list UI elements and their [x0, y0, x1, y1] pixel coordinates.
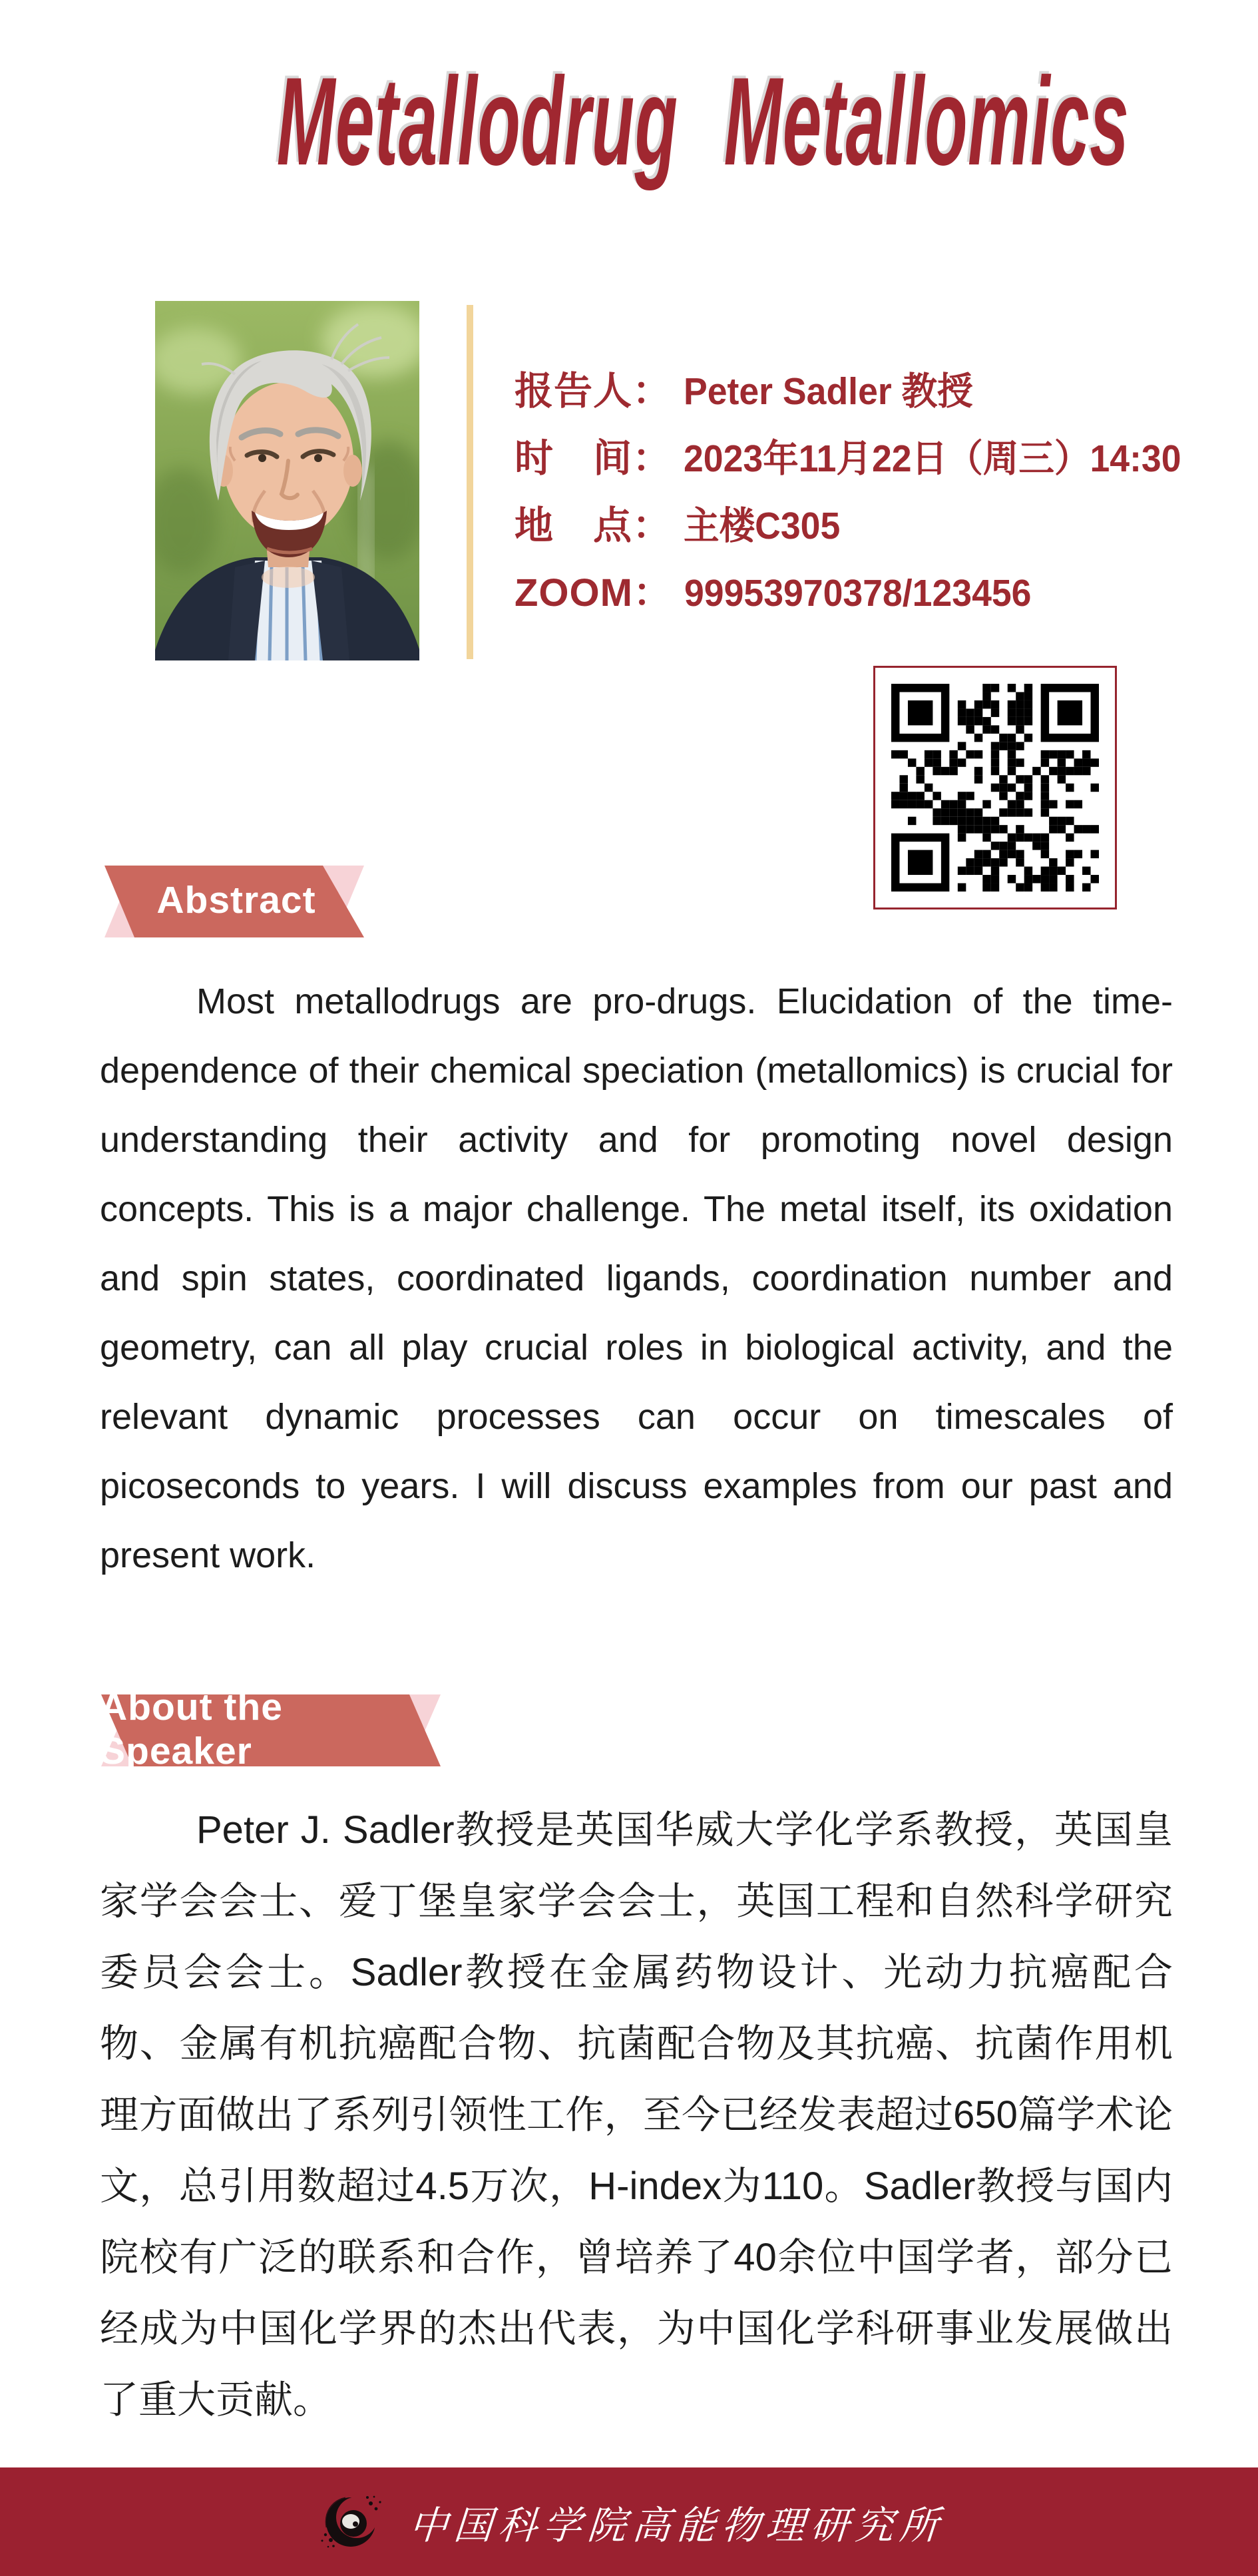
info-row-speaker — [515, 360, 1153, 427]
qr-code-image — [891, 684, 1099, 892]
info-row-zoom — [515, 561, 1153, 629]
info-label: 地 点： — [515, 504, 672, 547]
ihep-swirl-logo-icon — [314, 2489, 392, 2555]
info-value: 99953970378/123456 — [684, 572, 1032, 615]
page-title: Metallodrug Metallomics — [276, 51, 1130, 191]
section-heading: Abstract — [156, 879, 316, 921]
seminar-info — [515, 360, 1181, 629]
info-row-location — [515, 494, 1153, 561]
info-value: Peter Sadler 教授 — [684, 370, 973, 413]
info-label: 时 间： — [515, 437, 672, 480]
info-label: 报告人： — [515, 370, 672, 413]
speaker-photo-image — [155, 301, 419, 660]
speaker-bio-text: Peter J. Sadler教授是英国华威大学化学系教授，英国皇家学会会士、爱丁堡皇家学会会士，英国工程和自然科学研究委员会会士。Sadler教授在金属药物设计、光动力抗癌配合物、金属有机抗癌配合物、抗菌配合物及其抗癌、抗菌作用机理方面做出了系列引领性工作，至今已经发表超过650篇学术论文，总引用数超过4.5万次，H-index为110。Sadler教授与国内院校有广泛的联系和合作，曾培养了40余位中国学者，部分已经成为中国化学界的杰出代表，为中国化学科研事业发展做出了重大贡献。 — [100, 1808, 1173, 2422]
qr-code — [873, 666, 1117, 909]
footer-org-name: 中国科学院高能物理研究所 — [407, 2502, 946, 2548]
info-divider — [467, 305, 473, 659]
info-value: 主楼C305 — [684, 505, 841, 547]
speaker-photo — [155, 301, 419, 660]
info-row-time — [515, 427, 1181, 494]
info-value: 2023年11月22日（周三）14:30 — [684, 437, 1181, 480]
section-heading: About the Speaker — [100, 1686, 283, 1772]
section-banner-about — [100, 1686, 443, 1772]
info-label: ZOOM： — [515, 571, 672, 615]
abstract-text: Most metallodrugs are pro-drugs. Elucidation of the time-dependence of their chemical speciation (metallomics) is crucial for understanding their activity and for promoting novel design concepts. This is a major challenge. The metal itself, its oxidation and spin states, coordinated ligands, coordination number and geometry, can all play crucial roles in biological activity, and the relevant dynamic processes can occur on timescales of picoseconds to years. I will discuss examples from our past and present work. — [100, 981, 1173, 1575]
section-banner-abstract — [103, 866, 369, 937]
footer-bar — [0, 2467, 1258, 2576]
